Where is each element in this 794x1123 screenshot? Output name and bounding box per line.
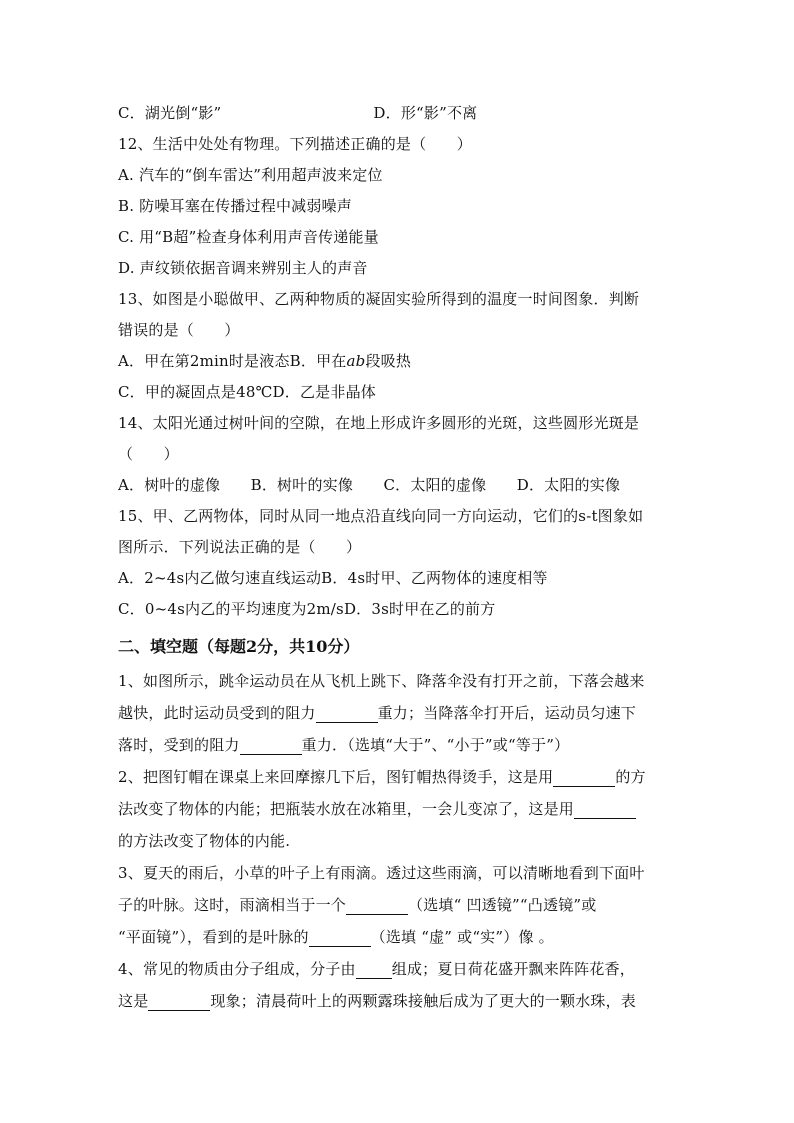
fill-q3-text-d: （选填 “虚” 或“实”）像 。 <box>370 928 554 946</box>
question-14-stem-line2: （ ） <box>118 445 179 463</box>
fill-q4-text-c: 这是 <box>118 992 149 1010</box>
q13-option-b-end: 段吸热 <box>365 352 412 370</box>
option-d: D．形“影”不离 <box>373 104 478 122</box>
section-title-fill-in: 二、填空题（每题2分，共10分） <box>118 637 360 656</box>
question-12-option-a: A. 汽车的“倒车雷达”利用超声波来定位 <box>118 166 383 184</box>
fill-q4-text-a: 4、常见的物质由分子组成，分子由 <box>118 960 356 978</box>
fill-q1-text-a: 越快，此时运动员受到的阻力 <box>118 704 316 722</box>
exam-page <box>118 98 678 1017</box>
question-15-stem-line2: 图所示．下列说法正确的是（ ） <box>118 538 362 556</box>
fill-q3-text-a: 子的叶脉。这时，雨滴相当于一个 <box>118 896 347 914</box>
fill-q4-text-d: 现象；清晨荷叶上的两颗露珠接触后成为了更大的一颗水珠，表 <box>210 992 637 1010</box>
fill-q1-line1: 1、如图所示，跳伞运动员在从飞机上跳下、降落伞没有打开之前，下落会越来 <box>118 672 645 690</box>
fill-q2-line1 <box>118 761 678 793</box>
question-12-stem: 12、生活中处处有物理。下列描述正确的是（ ） <box>118 135 472 153</box>
fill-q1-text-b: 重力；当降落伞打开后，运动员匀速下 <box>377 704 637 722</box>
fill-q2-line3: 的方法改变了物体的内能. <box>118 832 291 850</box>
answer-blank[interactable] <box>553 770 615 787</box>
fill-q4-line1 <box>118 953 678 985</box>
question-15-options-ab: A．2~4s内乙做匀速直线运动B．4s时甲、乙两物体的速度相等 <box>118 569 548 587</box>
fill-q2-text-c: 法改变了物体的内能；把瓶装水放在冰箱里，一会儿变凉了，这是用 <box>118 800 575 818</box>
fill-q3-text-b: （选填“ 凹透镜”“凸透镜”或 <box>408 896 597 914</box>
fill-q1-text-c: 落时，受到的阻力 <box>118 736 240 754</box>
question-12-option-d: D. 声纹锁依据音调来辨别主人的声音 <box>118 259 368 277</box>
fill-q3-line3 <box>118 921 678 953</box>
fill-q2-line2 <box>118 793 678 825</box>
answer-blank[interactable] <box>356 962 392 979</box>
question-11-options-cd <box>118 98 678 129</box>
fill-q3-text-c: “平面镜”），看到的是叶脉的 <box>118 928 309 946</box>
fill-q1-line3 <box>118 729 678 761</box>
answer-blank[interactable] <box>240 738 302 755</box>
fill-q4-line2 <box>118 985 678 1017</box>
fill-q2-text-b: 的方 <box>615 768 646 786</box>
answer-blank[interactable] <box>316 706 378 723</box>
fill-q1-line2 <box>118 697 678 729</box>
question-13-stem-line1: 13、如图是小聪做甲、乙两种物质的凝固实验所得到的温度一时间图象．判断 <box>118 290 640 308</box>
question-13-options-ab <box>118 346 678 377</box>
fill-q4-text-b: 组成；夏日荷花盛开飘来阵阵花香， <box>391 960 635 978</box>
answer-blank[interactable] <box>309 930 371 947</box>
fill-q1-text-d: 重力．（选填“大于”、“小于”或“等于”） <box>301 736 570 754</box>
answer-blank[interactable] <box>346 898 408 915</box>
question-14-options: A．树叶的虚像 B．树叶的实像 C．太阳的虚像 D．太阳的实像 <box>118 476 621 494</box>
fill-q3-line1: 3、夏天的雨后，小草的叶子上有雨滴。透过这些雨滴，可以清晰地看到下面叶 <box>118 864 645 882</box>
fill-q3-line2 <box>118 889 678 921</box>
q13-ab-label: ab <box>346 352 366 370</box>
q13-option-a-text: A．甲在第2min时是液态B．甲在 <box>118 352 347 370</box>
option-c: C．湖光倒“影” <box>118 104 222 122</box>
fill-q2-text-a: 2、把图钉帽在课桌上来回摩擦几下后，图钉帽热得烫手，这是用 <box>118 768 554 786</box>
question-15-stem-line1: 15、甲、乙两物体，同时从同一地点沿直线向同一方向运动，它们的s-t图象如 <box>118 507 644 525</box>
question-12-option-c: C. 用“B超”检查身体利用声音传递能量 <box>118 228 379 246</box>
question-13-stem-line2: 错误的是（ ） <box>118 321 240 339</box>
question-12-option-b: B. 防噪耳塞在传播过程中减弱噪声 <box>118 197 352 215</box>
answer-blank[interactable] <box>574 802 636 819</box>
question-14-stem-line1: 14、太阳光通过树叶间的空隙，在地上形成许多圆形的光斑，这些圆形光斑是 <box>118 414 640 432</box>
answer-blank[interactable] <box>148 994 210 1011</box>
question-13-options-cd: C．甲的凝固点是48℃D．乙是非晶体 <box>118 383 376 401</box>
question-15-options-cd: C．0~4s内乙的平均速度为2m/sD．3s时甲在乙的前方 <box>118 600 496 618</box>
